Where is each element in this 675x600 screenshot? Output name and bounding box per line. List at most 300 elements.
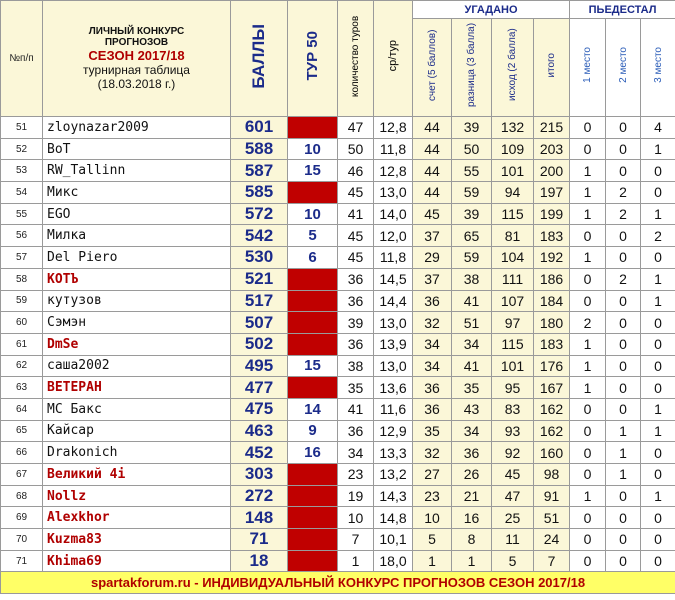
diff-cell: 34 [452,333,492,355]
total-cell: 183 [534,225,570,247]
outcome-cell: 92 [492,442,534,464]
footer-row [1,572,675,594]
total-cell: 184 [534,290,570,312]
tour-cell [288,485,338,507]
place1-cell: 0 [570,290,606,312]
tours-count-cell: 36 [338,290,374,312]
points-cell: 148 [231,507,288,529]
tours-count-cell: 45 [338,247,374,269]
row-number: 53 [1,160,43,182]
guessed-group-header: УГАДАНО [413,1,570,19]
outcome-cell: 115 [492,333,534,355]
diff-cell: 59 [452,247,492,269]
place3-cell: 0 [641,333,675,355]
table-row [1,290,675,312]
place2-cell: 0 [606,529,641,551]
tour-cell: 14 [288,398,338,420]
tour-cell [288,529,338,551]
row-number: 69 [1,507,43,529]
table-row [1,312,675,334]
score-cell: 44 [413,182,452,204]
total-cell: 186 [534,268,570,290]
outcome-cell: 101 [492,355,534,377]
outcome-cell: 101 [492,160,534,182]
place3-cell: 1 [641,203,675,225]
place2-cell: 0 [606,290,641,312]
outcome-cell: 109 [492,138,534,160]
participant-name: МС Бакс [43,398,231,420]
outcome-cell: 107 [492,290,534,312]
page-title [43,1,231,117]
participant-name: BoT [43,138,231,160]
avg-cell: 14,8 [374,507,413,529]
place2-cell: 0 [606,377,641,399]
tours-count-cell: 41 [338,203,374,225]
diff-cell: 51 [452,312,492,334]
points-cell: 542 [231,225,288,247]
participant-name: КОТЪ [43,268,231,290]
score-cell: 37 [413,268,452,290]
place2-cell: 2 [606,268,641,290]
participant-name: Кайсар [43,420,231,442]
avg-cell: 12,9 [374,420,413,442]
header-place2: 2 место [606,19,641,117]
tours-count-cell: 38 [338,355,374,377]
row-number: 54 [1,182,43,204]
place1-cell: 0 [570,464,606,486]
participant-name: RW_Tallinn [43,160,231,182]
table-row [1,333,675,355]
header-place1: 1 место [570,19,606,117]
tour-cell [288,464,338,486]
avg-cell: 12,8 [374,160,413,182]
score-cell: 32 [413,442,452,464]
table-row [1,182,675,204]
row-number: 55 [1,203,43,225]
subtitle-line1: турнирная таблица [83,63,190,77]
points-cell: 601 [231,117,288,139]
tour-cell: 10 [288,138,338,160]
diff-cell: 1 [452,550,492,572]
diff-cell: 50 [452,138,492,160]
participant-name: EGO [43,203,231,225]
place1-cell: 0 [570,225,606,247]
place1-cell: 2 [570,312,606,334]
points-cell: 572 [231,203,288,225]
total-cell: 192 [534,247,570,269]
row-number: 71 [1,550,43,572]
participant-name: zloynazar2009 [43,117,231,139]
tour-cell [288,268,338,290]
place3-cell: 2 [641,225,675,247]
tour-cell: 15 [288,355,338,377]
participant-name: Del Piero [43,247,231,269]
header-diff: разница (3 балла) [452,19,492,117]
points-cell: 587 [231,160,288,182]
place2-cell: 0 [606,138,641,160]
header-tour: ТУР 50 [288,1,338,117]
avg-cell: 14,3 [374,485,413,507]
outcome-cell: 47 [492,485,534,507]
outcome-cell: 94 [492,182,534,204]
avg-cell: 14,0 [374,203,413,225]
place2-cell: 0 [606,247,641,269]
tour-cell [288,312,338,334]
diff-cell: 8 [452,529,492,551]
outcome-cell: 11 [492,529,534,551]
table-row [1,138,675,160]
row-number: 63 [1,377,43,399]
participant-name: DmSe [43,333,231,355]
place3-cell: 0 [641,507,675,529]
total-cell: 200 [534,160,570,182]
table-row [1,160,675,182]
outcome-cell: 111 [492,268,534,290]
tours-count-cell: 36 [338,268,374,290]
table-row [1,268,675,290]
diff-cell: 26 [452,464,492,486]
place2-cell: 0 [606,333,641,355]
avg-cell: 13,9 [374,333,413,355]
place2-cell: 0 [606,355,641,377]
score-cell: 37 [413,225,452,247]
row-number: 67 [1,464,43,486]
points-cell: 477 [231,377,288,399]
header-points: БАЛЛЫ [231,1,288,117]
place1-cell: 0 [570,529,606,551]
score-cell: 36 [413,398,452,420]
place3-cell: 1 [641,485,675,507]
tour-cell: 16 [288,442,338,464]
place3-cell: 1 [641,420,675,442]
place3-cell: 4 [641,117,675,139]
row-number: 56 [1,225,43,247]
header-avg: ср/тур [374,1,413,117]
score-cell: 35 [413,420,452,442]
place1-cell: 1 [570,203,606,225]
header-score: счет (5 баллов) [413,19,452,117]
table-row [1,464,675,486]
place2-cell: 0 [606,160,641,182]
score-cell: 36 [413,377,452,399]
outcome-cell: 132 [492,117,534,139]
score-cell: 5 [413,529,452,551]
score-cell: 29 [413,247,452,269]
points-cell: 452 [231,442,288,464]
total-cell: 199 [534,203,570,225]
row-number: 66 [1,442,43,464]
participant-name: кутузов [43,290,231,312]
outcome-cell: 97 [492,312,534,334]
points-cell: 272 [231,485,288,507]
diff-cell: 39 [452,203,492,225]
diff-cell: 35 [452,377,492,399]
points-cell: 588 [231,138,288,160]
diff-cell: 43 [452,398,492,420]
points-cell: 521 [231,268,288,290]
tours-count-cell: 34 [338,442,374,464]
row-number: 59 [1,290,43,312]
participant-name: саша2002 [43,355,231,377]
total-cell: 215 [534,117,570,139]
place3-cell: 1 [641,398,675,420]
header-total: итого [534,19,570,117]
place2-cell: 0 [606,225,641,247]
header-num: №п/п [1,1,43,117]
total-cell: 51 [534,507,570,529]
tours-count-cell: 50 [338,138,374,160]
avg-cell: 11,8 [374,247,413,269]
tour-cell [288,377,338,399]
avg-cell: 13,0 [374,182,413,204]
diff-cell: 55 [452,160,492,182]
place1-cell: 1 [570,355,606,377]
place2-cell: 0 [606,312,641,334]
table-row [1,507,675,529]
outcome-cell: 25 [492,507,534,529]
points-cell: 463 [231,420,288,442]
participant-name: Сэмэн [43,312,231,334]
participant-name: Микс [43,182,231,204]
title-line1: ЛИЧНЫЙ КОНКУРС [88,26,185,37]
total-cell: 7 [534,550,570,572]
place3-cell: 0 [641,442,675,464]
place3-cell: 0 [641,550,675,572]
place1-cell: 1 [570,377,606,399]
place2-cell: 0 [606,507,641,529]
table-row [1,398,675,420]
avg-cell: 12,8 [374,117,413,139]
header-row-top [1,1,675,19]
diff-cell: 59 [452,182,492,204]
participant-name: ВЕТЕРАН [43,377,231,399]
tours-count-cell: 45 [338,182,374,204]
tours-count-cell: 19 [338,485,374,507]
table-body [1,117,675,572]
header-place3: 3 место [641,19,675,117]
row-number: 68 [1,485,43,507]
tour-cell [288,550,338,572]
participant-name: Alexkhor [43,507,231,529]
place2-cell: 0 [606,117,641,139]
place2-cell: 0 [606,550,641,572]
total-cell: 160 [534,442,570,464]
row-number: 52 [1,138,43,160]
place1-cell: 0 [570,268,606,290]
table-row [1,442,675,464]
place2-cell: 2 [606,182,641,204]
tour-cell [288,333,338,355]
outcome-cell: 83 [492,398,534,420]
place1-cell: 1 [570,160,606,182]
score-cell: 10 [413,507,452,529]
tours-count-cell: 23 [338,464,374,486]
outcome-cell: 81 [492,225,534,247]
avg-cell: 18,0 [374,550,413,572]
avg-cell: 12,0 [374,225,413,247]
score-cell: 34 [413,355,452,377]
tours-count-cell: 36 [338,420,374,442]
table-row [1,377,675,399]
avg-cell: 13,2 [374,464,413,486]
total-cell: 180 [534,312,570,334]
tour-cell [288,507,338,529]
total-cell: 167 [534,377,570,399]
row-number: 58 [1,268,43,290]
place3-cell: 0 [641,160,675,182]
points-cell: 495 [231,355,288,377]
points-cell: 71 [231,529,288,551]
tour-cell: 5 [288,225,338,247]
diff-cell: 41 [452,290,492,312]
table-row [1,247,675,269]
place1-cell: 0 [570,398,606,420]
place2-cell: 1 [606,464,641,486]
place1-cell: 0 [570,550,606,572]
row-number: 51 [1,117,43,139]
place2-cell: 0 [606,398,641,420]
tour-cell [288,117,338,139]
diff-cell: 36 [452,442,492,464]
diff-cell: 65 [452,225,492,247]
avg-cell: 14,4 [374,290,413,312]
score-cell: 34 [413,333,452,355]
row-number: 65 [1,420,43,442]
score-cell: 45 [413,203,452,225]
score-cell: 36 [413,290,452,312]
place2-cell: 0 [606,485,641,507]
table-row [1,550,675,572]
score-cell: 23 [413,485,452,507]
points-cell: 517 [231,290,288,312]
table-row [1,529,675,551]
points-cell: 502 [231,333,288,355]
points-cell: 18 [231,550,288,572]
row-number: 70 [1,529,43,551]
avg-cell: 13,6 [374,377,413,399]
row-number: 60 [1,312,43,334]
total-cell: 183 [534,333,570,355]
row-number: 61 [1,333,43,355]
points-cell: 507 [231,312,288,334]
place3-cell: 0 [641,464,675,486]
score-cell: 44 [413,117,452,139]
place2-cell: 1 [606,442,641,464]
points-cell: 303 [231,464,288,486]
score-cell: 32 [413,312,452,334]
participant-name: Khima69 [43,550,231,572]
row-number: 57 [1,247,43,269]
header-tours-count: количество туров [338,1,374,117]
total-cell: 197 [534,182,570,204]
place3-cell: 0 [641,529,675,551]
points-cell: 475 [231,398,288,420]
place1-cell: 1 [570,247,606,269]
outcome-cell: 93 [492,420,534,442]
tours-count-cell: 41 [338,398,374,420]
place3-cell: 1 [641,268,675,290]
place3-cell: 0 [641,312,675,334]
place3-cell: 1 [641,138,675,160]
total-cell: 162 [534,420,570,442]
place2-cell: 2 [606,203,641,225]
avg-cell: 14,5 [374,268,413,290]
points-cell: 530 [231,247,288,269]
outcome-cell: 45 [492,464,534,486]
place3-cell: 0 [641,355,675,377]
table-row [1,485,675,507]
avg-cell: 13,0 [374,355,413,377]
tour-cell [288,182,338,204]
score-cell: 27 [413,464,452,486]
score-cell: 44 [413,160,452,182]
tour-cell: 15 [288,160,338,182]
avg-cell: 11,8 [374,138,413,160]
place3-cell: 0 [641,377,675,399]
participant-name: Nollz [43,485,231,507]
outcome-cell: 104 [492,247,534,269]
row-number: 62 [1,355,43,377]
place1-cell: 0 [570,507,606,529]
participant-name: Kuzma83 [43,529,231,551]
title-line2: ПРОГНОЗОВ [104,37,169,48]
tours-count-cell: 45 [338,225,374,247]
tours-count-cell: 10 [338,507,374,529]
avg-cell: 11,6 [374,398,413,420]
table-row [1,355,675,377]
score-cell: 1 [413,550,452,572]
participant-name: Великий 4i [43,464,231,486]
season-label: СЕЗОН 2017/18 [88,48,185,63]
outcome-cell: 5 [492,550,534,572]
place3-cell: 1 [641,290,675,312]
place3-cell: 0 [641,182,675,204]
place1-cell: 0 [570,420,606,442]
place1-cell: 1 [570,182,606,204]
place3-cell: 0 [641,247,675,269]
diff-cell: 38 [452,268,492,290]
points-cell: 585 [231,182,288,204]
total-cell: 98 [534,464,570,486]
total-cell: 162 [534,398,570,420]
table-row [1,117,675,139]
place1-cell: 0 [570,442,606,464]
total-cell: 91 [534,485,570,507]
place1-cell: 0 [570,117,606,139]
row-number: 64 [1,398,43,420]
place1-cell: 0 [570,138,606,160]
diff-cell: 16 [452,507,492,529]
header-outcome: исход (2 балла) [492,19,534,117]
total-cell: 203 [534,138,570,160]
diff-cell: 39 [452,117,492,139]
diff-cell: 34 [452,420,492,442]
tours-count-cell: 35 [338,377,374,399]
podium-group-header: ПЬЕДЕСТАЛ [570,1,675,19]
table-row [1,203,675,225]
tour-cell [288,290,338,312]
tour-cell: 6 [288,247,338,269]
total-cell: 24 [534,529,570,551]
subtitle-line2: (18.03.2018 г.) [97,77,176,91]
diff-cell: 21 [452,485,492,507]
avg-cell: 13,0 [374,312,413,334]
place2-cell: 1 [606,420,641,442]
place1-cell: 1 [570,333,606,355]
outcome-cell: 95 [492,377,534,399]
table-row [1,420,675,442]
tours-count-cell: 46 [338,160,374,182]
